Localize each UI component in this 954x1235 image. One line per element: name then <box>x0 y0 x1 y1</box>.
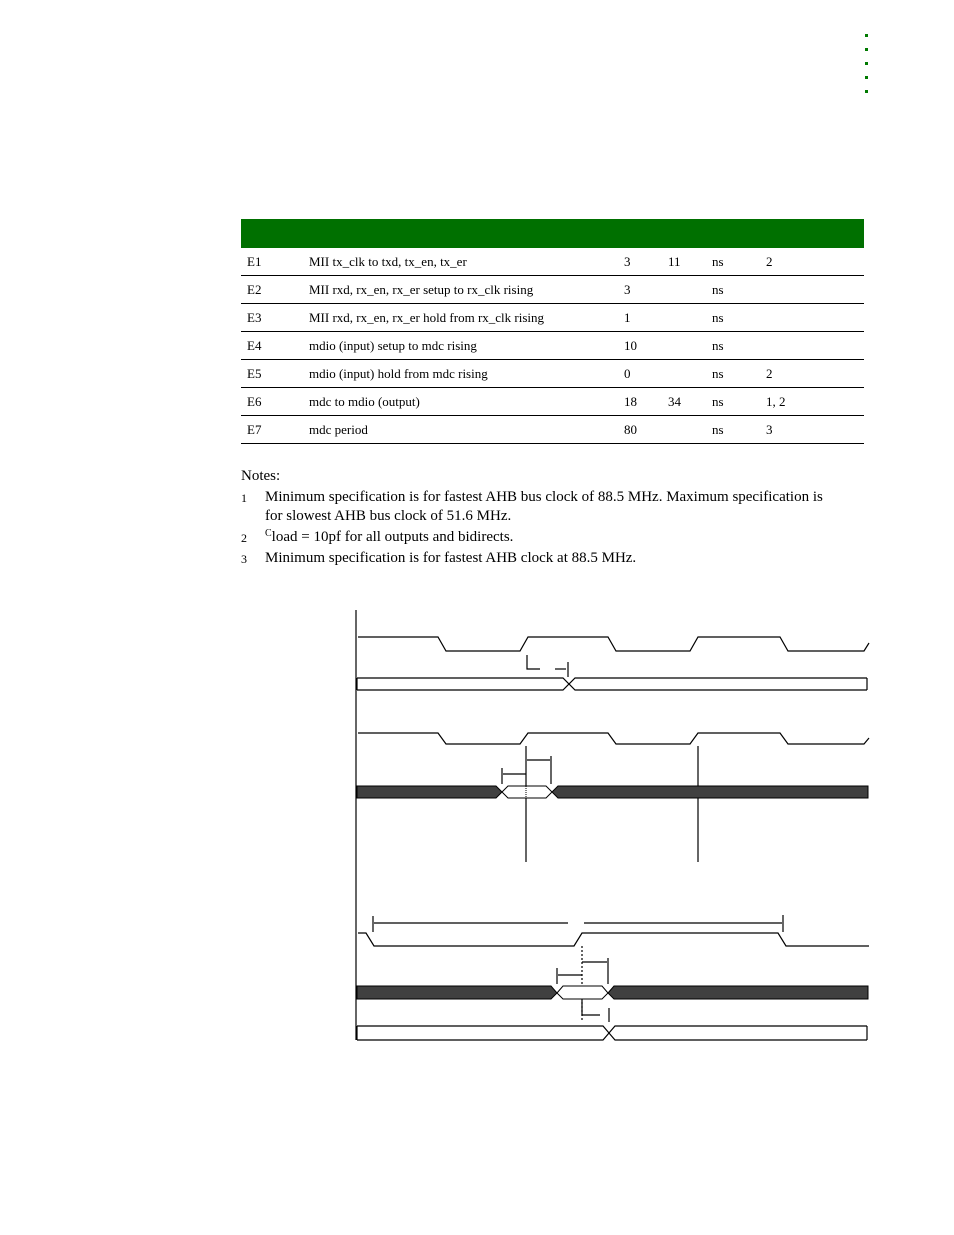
param-max: 11 <box>668 248 712 276</box>
e1-marker <box>527 655 540 669</box>
param-notes: 1, 2 <box>766 388 864 416</box>
param-id: E5 <box>241 360 309 388</box>
e6-marker <box>582 1000 600 1015</box>
rxd-bus-invalid <box>552 786 868 798</box>
param-notes: 3 <box>766 416 864 444</box>
param-desc: MII tx_clk to txd, tx_en, tx_er <box>309 248 624 276</box>
param-min: 80 <box>624 416 668 444</box>
param-id: E2 <box>241 276 309 304</box>
rx-clk-waveform <box>358 733 869 744</box>
txd-bus-bottom <box>357 684 867 690</box>
notes-title: Notes: <box>241 468 281 484</box>
param-unit: ns <box>712 248 766 276</box>
param-desc: mdc to mdio (output) <box>309 388 624 416</box>
param-id: E6 <box>241 388 309 416</box>
mdio-output-bus-bottom <box>357 1033 867 1040</box>
param-desc: mdc period <box>309 416 624 444</box>
mdc-waveform <box>358 933 869 946</box>
rxd-bus-invalid <box>357 786 502 798</box>
mdio-input-bus-invalid <box>357 986 557 999</box>
param-min: 18 <box>624 388 668 416</box>
note-text: load = 10pf for all outputs and bidirects. <box>271 529 514 545</box>
param-max: 34 <box>668 388 712 416</box>
txd-bus-top <box>357 678 867 684</box>
mdio-output-bus-top <box>357 1026 867 1033</box>
note-number: 3 <box>241 552 247 566</box>
rxd-bus-valid <box>502 786 552 798</box>
param-unit: ns <box>712 276 766 304</box>
note-number: 2 <box>241 531 247 545</box>
mdio-input-bus-invalid <box>608 986 868 999</box>
param-min: 3 <box>624 248 668 276</box>
param-min: 10 <box>624 332 668 360</box>
param-id: E4 <box>241 332 309 360</box>
param-id: E1 <box>241 248 309 276</box>
param-desc: mdio (input) setup to mdc rising <box>309 332 624 360</box>
param-id: E7 <box>241 416 309 444</box>
param-id: E3 <box>241 304 309 332</box>
param-unit: ns <box>712 416 766 444</box>
param-min: 1 <box>624 304 668 332</box>
mdio-input-bus-valid <box>557 986 608 999</box>
note-superscript: C <box>265 528 272 539</box>
note-text: Minimum specification is for fastest AHB bus clock of 88.5 MHz. Maximum specification is for slowest AHB bus clock of 51.6 MHz. <box>265 489 823 524</box>
param-unit: ns <box>712 388 766 416</box>
tx-clk-waveform <box>358 637 869 651</box>
param-notes: 2 <box>766 360 864 388</box>
note-text: Minimum specification is for fastest AHB clock at 88.5 MHz. <box>265 550 637 566</box>
param-desc: MII rxd, rx_en, rx_er setup to rx_clk rising <box>309 276 624 304</box>
param-min: 0 <box>624 360 668 388</box>
param-min: 3 <box>624 276 668 304</box>
param-unit: ns <box>712 304 766 332</box>
param-unit: ns <box>712 360 766 388</box>
param-unit: ns <box>712 332 766 360</box>
note-number: 1 <box>241 491 247 505</box>
param-notes: 2 <box>766 248 864 276</box>
param-desc: MII rxd, rx_en, rx_er hold from rx_clk rising <box>309 304 624 332</box>
param-desc: mdio (input) hold from mdc rising <box>309 360 624 388</box>
